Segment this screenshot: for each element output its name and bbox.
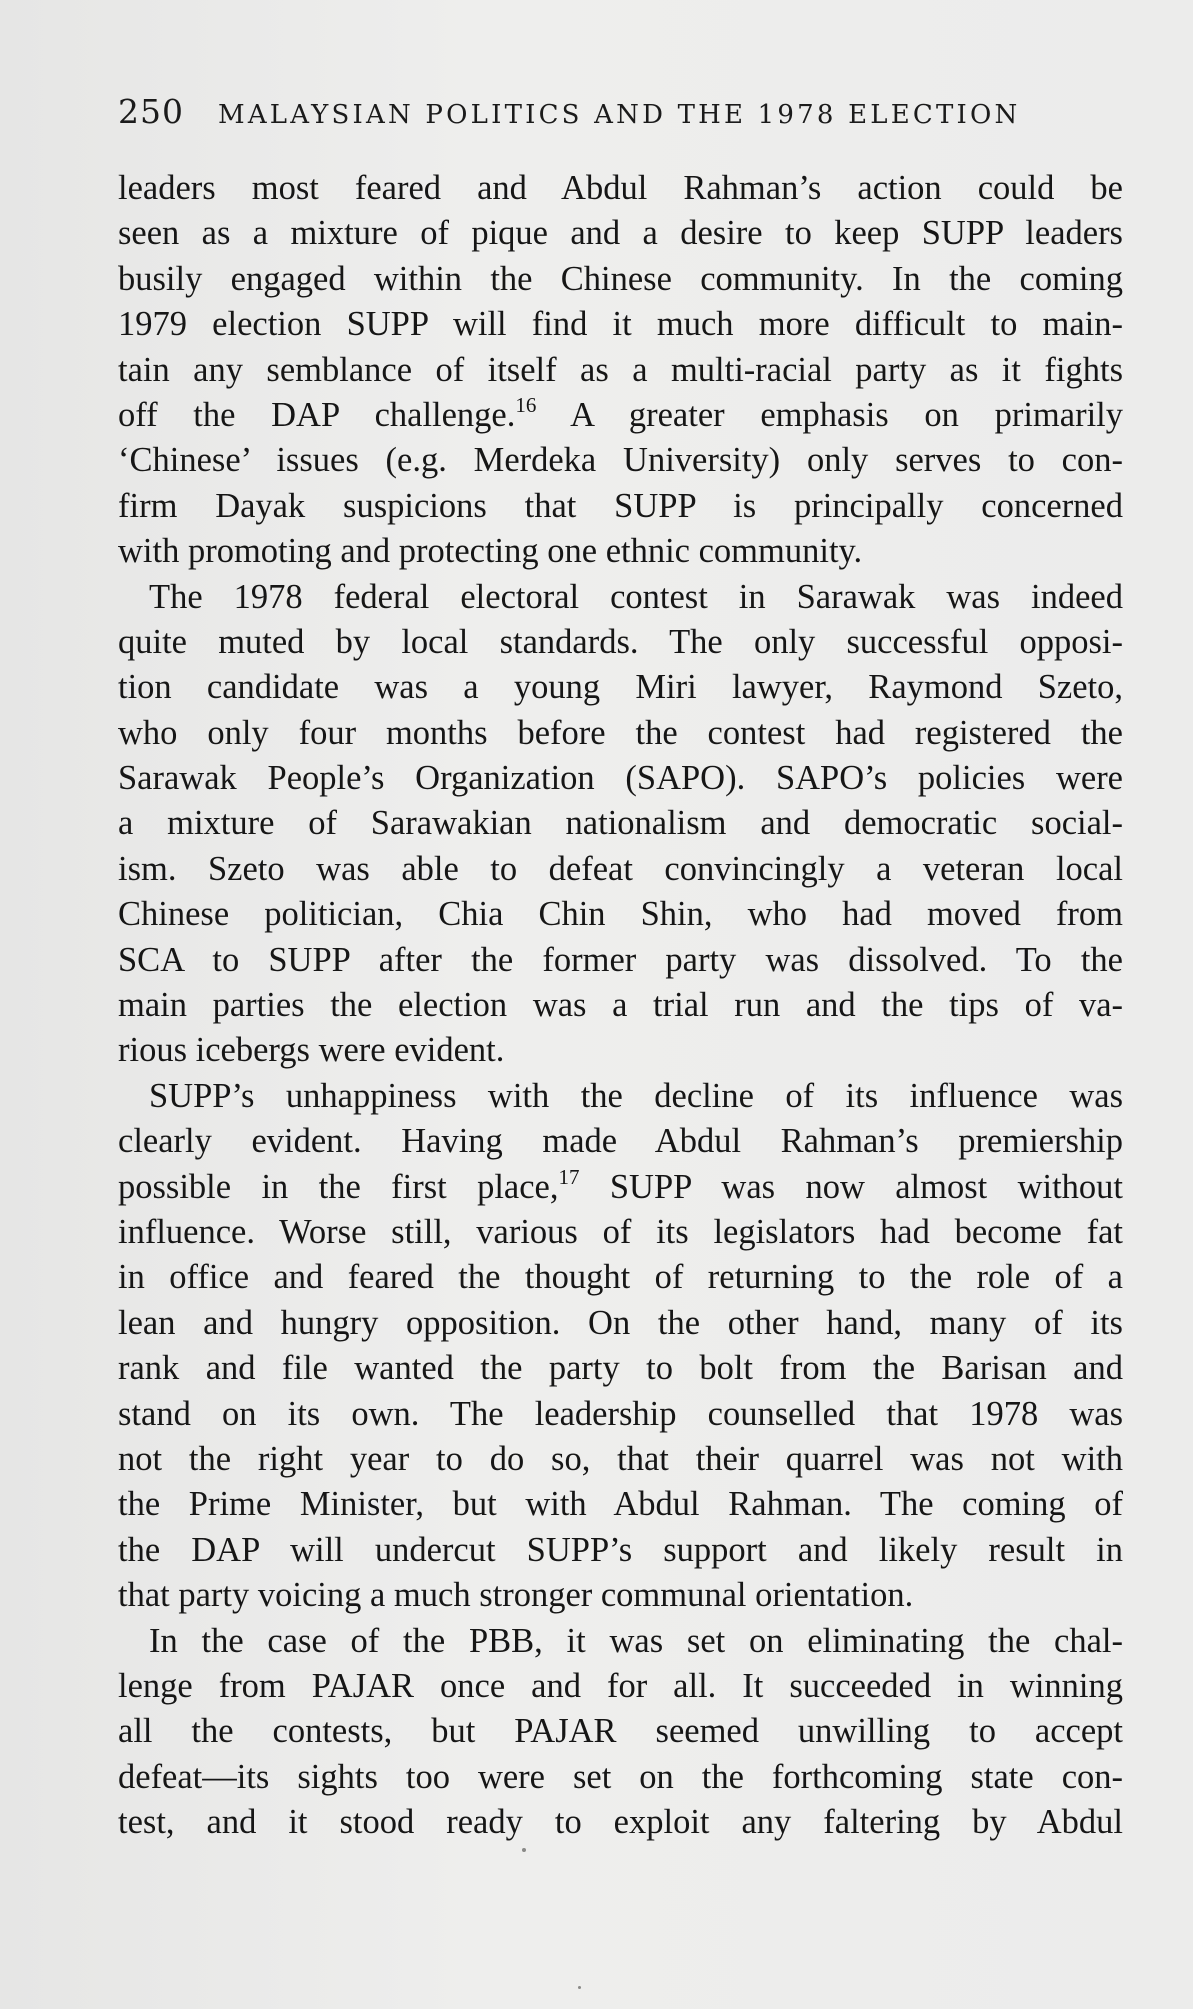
text-line: firm Dayak suspicions that SUPP is principally concerned: [118, 486, 1123, 525]
text-line: stand on its own. The leadership counselled that 1978 was: [118, 1394, 1123, 1433]
text-line: with promoting and protecting one ethnic community.: [118, 532, 863, 571]
text-line: ‘Chinese’ issues (e.g. Merdeka University) only serves to con-: [118, 441, 1123, 480]
text-line: 1979 election SUPP will find it much more difficult to main-: [118, 305, 1123, 344]
text-line: off the DAP challenge.$^{16}$ A greater emphasis on primarily: [118, 392, 1123, 434]
text-line: In the case of the PBB, it was set on eliminating the chal-: [149, 1621, 1123, 1660]
text-line: rious icebergs were evident.: [118, 1031, 505, 1070]
text-line: SUPP’s unhappiness with the decline of its influence was: [149, 1076, 1123, 1115]
text-line: lean and hungry opposition. On the other hand, many of its: [118, 1303, 1123, 1342]
footnote-marker[interactable]: 16: [515, 392, 537, 417]
page-number: 250: [118, 92, 184, 131]
text-line: the DAP will undercut SUPP’s support and likely result in: [118, 1530, 1123, 1569]
text-line: main parties the election was a trial run and the tips of va-: [118, 986, 1123, 1025]
text-line: defeat—its sights too were set on the forthcoming state con-: [118, 1757, 1123, 1796]
print-speck: [522, 1848, 526, 1852]
text-line: a mixture of Sarawakian nationalism and democratic social-: [118, 804, 1123, 843]
text-line: in office and feared the thought of returning to the role of a: [118, 1258, 1123, 1297]
text-line: who only four months before the contest had registered the: [118, 713, 1123, 752]
text-line: all the contests, but PAJAR seemed unwilling to accept: [118, 1712, 1123, 1751]
text-line: Chinese politician, Chia Chin Shin, who had moved from: [118, 895, 1123, 934]
text-line: ism. Szeto was able to defeat convincingly a veteran local: [118, 849, 1123, 888]
running-title: MALAYSIAN POLITICS AND THE 1978 ELECTION: [218, 100, 1021, 130]
text-line: tain any semblance of itself as a multi-racial party as it fights: [118, 350, 1123, 389]
text-line: lenge from PAJAR once and for all. It succeeded in winning: [118, 1666, 1123, 1705]
text-line: influence. Worse still, various of its legislators had become fat: [118, 1212, 1123, 1251]
text-line: quite muted by local standards. The only successful opposi-: [118, 622, 1123, 661]
text-line: tion candidate was a young Miri lawyer, Raymond Szeto,: [118, 668, 1123, 707]
text-line: rank and file wanted the party to bolt from the Barisan and: [118, 1349, 1123, 1388]
footnote-marker[interactable]: 17: [558, 1164, 580, 1189]
text-line: test, and it stood ready to exploit any faltering by Abdul: [118, 1803, 1123, 1842]
text-line: SCA to SUPP after the former party was dissolved. To the: [118, 940, 1123, 979]
text-line: Sarawak People’s Organization (SAPO). SAPO’s policies were: [118, 759, 1123, 798]
text-line: not the right year to do so, that their quarrel was not with: [118, 1439, 1123, 1478]
text-line: possible in the first place,$^{17}$ SUPP was now almost without: [118, 1164, 1123, 1206]
text-line: clearly evident. Having made Abdul Rahman’s premiership: [118, 1122, 1123, 1161]
text-line: busily engaged within the Chinese community. In the coming: [118, 259, 1123, 298]
text-line: The 1978 federal electoral contest in Sarawak was indeed: [149, 577, 1123, 616]
text-line: the Prime Minister, but with Abdul Rahman. The coming of: [118, 1485, 1123, 1524]
text-line: that party voicing a much stronger communal orientation.: [118, 1576, 914, 1615]
body-text: [118, 166, 1123, 1845]
text-line: seen as a mixture of pique and a desire to keep SUPP leaders: [118, 214, 1123, 253]
text-line: leaders most feared and Abdul Rahman’s action could be: [118, 169, 1123, 207]
running-head: [118, 92, 1068, 136]
print-speck: [578, 1986, 581, 1989]
